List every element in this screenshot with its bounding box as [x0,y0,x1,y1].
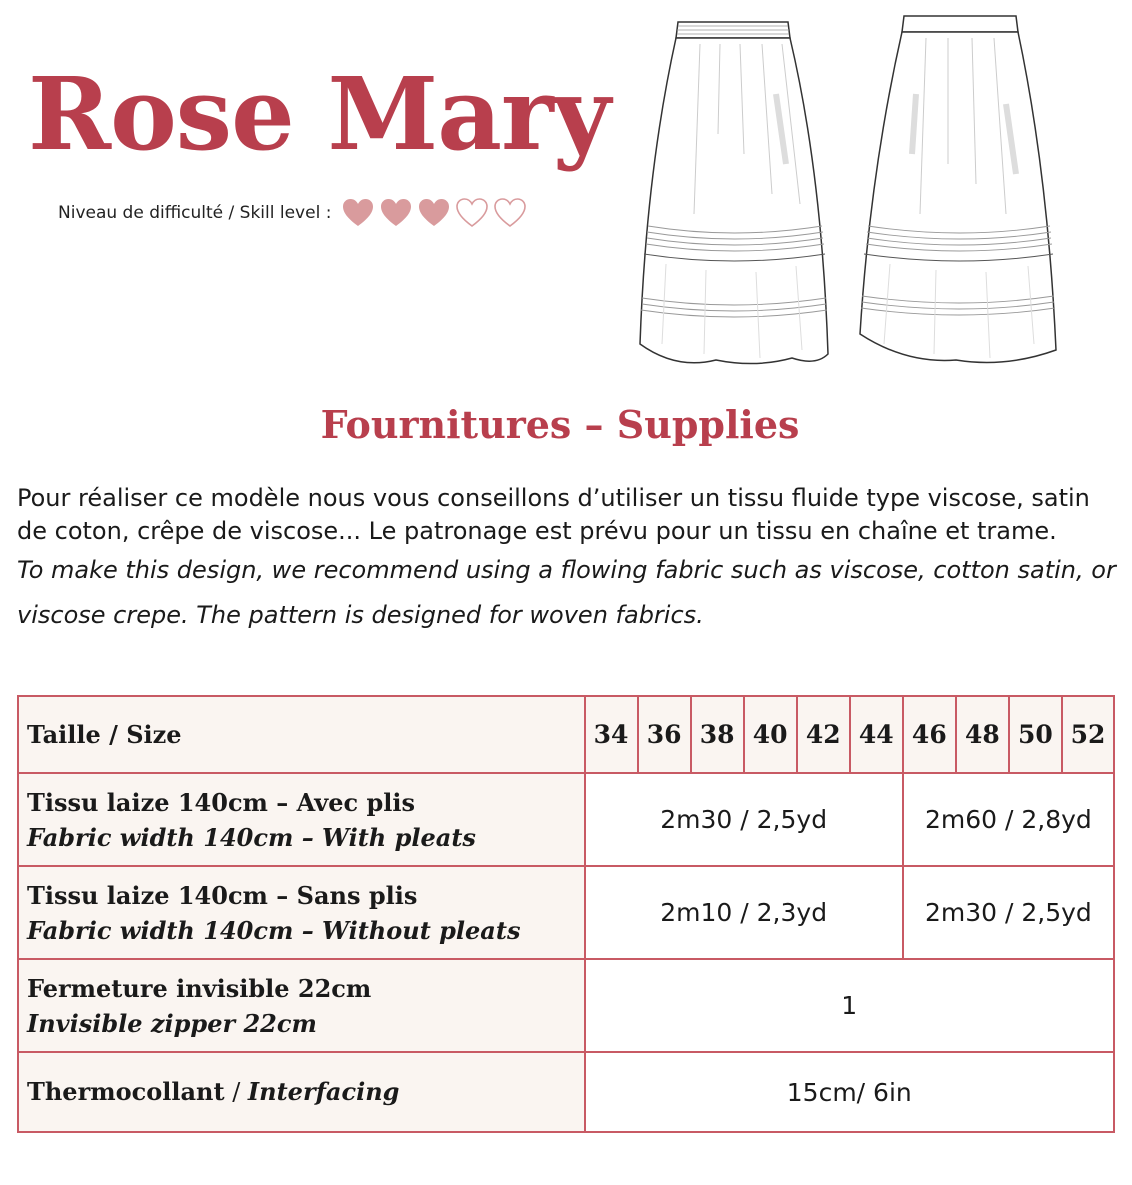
row-label [18,959,585,1052]
row-label-en: Fabric width 140cm – With pleats [27,822,476,852]
row-label-en: Interfacing [247,1077,400,1106]
row-label [18,1052,585,1132]
size-36: 36 [638,696,691,773]
interfacing-quantity: 15cm/ 6in [585,1052,1114,1132]
recommendation-fr: Pour réaliser ce modèle nous vous conseillons d’utiliser un tissu fluide type viscose, satin de coton, crêpe de viscose... Le patronage est prévu pour un tissu en chaîne et trame. [17,484,1090,545]
fabric-pleats-large-sizes: 2m60 / 2,8yd [903,773,1114,866]
supplies-heading: Fournitures – Supplies [320,402,800,447]
table-row [18,1052,1114,1132]
row-label-en: Fabric width 140cm – Without pleats [27,915,521,945]
size-46: 46 [903,696,956,773]
row-label-fr: Fermeture invisible 22cm [27,973,372,1003]
row-label-fr: Tissu laize 140cm – Sans plis [27,880,418,910]
size-header-label: Taille / Size [18,696,585,773]
table-row [18,866,1114,959]
row-label [18,866,585,959]
row-label-en: Invisible zipper 22cm [27,1008,317,1038]
table-row [18,773,1114,866]
row-label-separator: / [224,1078,248,1106]
fabric-recommendation [17,482,1117,638]
size-header-row [18,696,1114,773]
pattern-title: Rose Mary [28,55,610,173]
zipper-quantity: 1 [585,959,1114,1052]
size-42: 42 [797,696,850,773]
size-52: 52 [1062,696,1114,773]
row-label [18,773,585,866]
fabric-no-pleats-large-sizes: 2m30 / 2,5yd [903,866,1114,959]
size-38: 38 [691,696,744,773]
size-50: 50 [1009,696,1062,773]
fabric-pleats-small-sizes: 2m30 / 2,5yd [585,773,903,866]
skirt-front-drawing [636,14,832,374]
skill-level [58,196,531,230]
size-44: 44 [850,696,903,773]
recommendation-en: To make this design, we recommend using a flowing fabric such as viscose, cotton satin, or viscose crepe. The pattern is designed for woven fabrics. [17,556,1116,629]
fabric-no-pleats-small-sizes: 2m10 / 2,3yd [585,866,903,959]
size-48: 48 [956,696,1009,773]
row-label-fr: Tissu laize 140cm – Avec plis [27,787,416,817]
skill-hearts [341,197,531,229]
row-label-fr: Thermocollant [27,1077,225,1106]
size-34: 34 [585,696,638,773]
skill-level-label: Niveau de difficulté / Skill level : [58,203,332,223]
heart-filled-icon [341,197,375,229]
size-40: 40 [744,696,797,773]
table-row [18,959,1114,1052]
heart-empty-icon [493,197,527,229]
skirt-back-drawing [856,14,1060,374]
supplies-table [17,695,1115,1133]
heart-filled-icon [417,197,451,229]
heart-empty-icon [455,197,489,229]
heart-filled-icon [379,197,413,229]
